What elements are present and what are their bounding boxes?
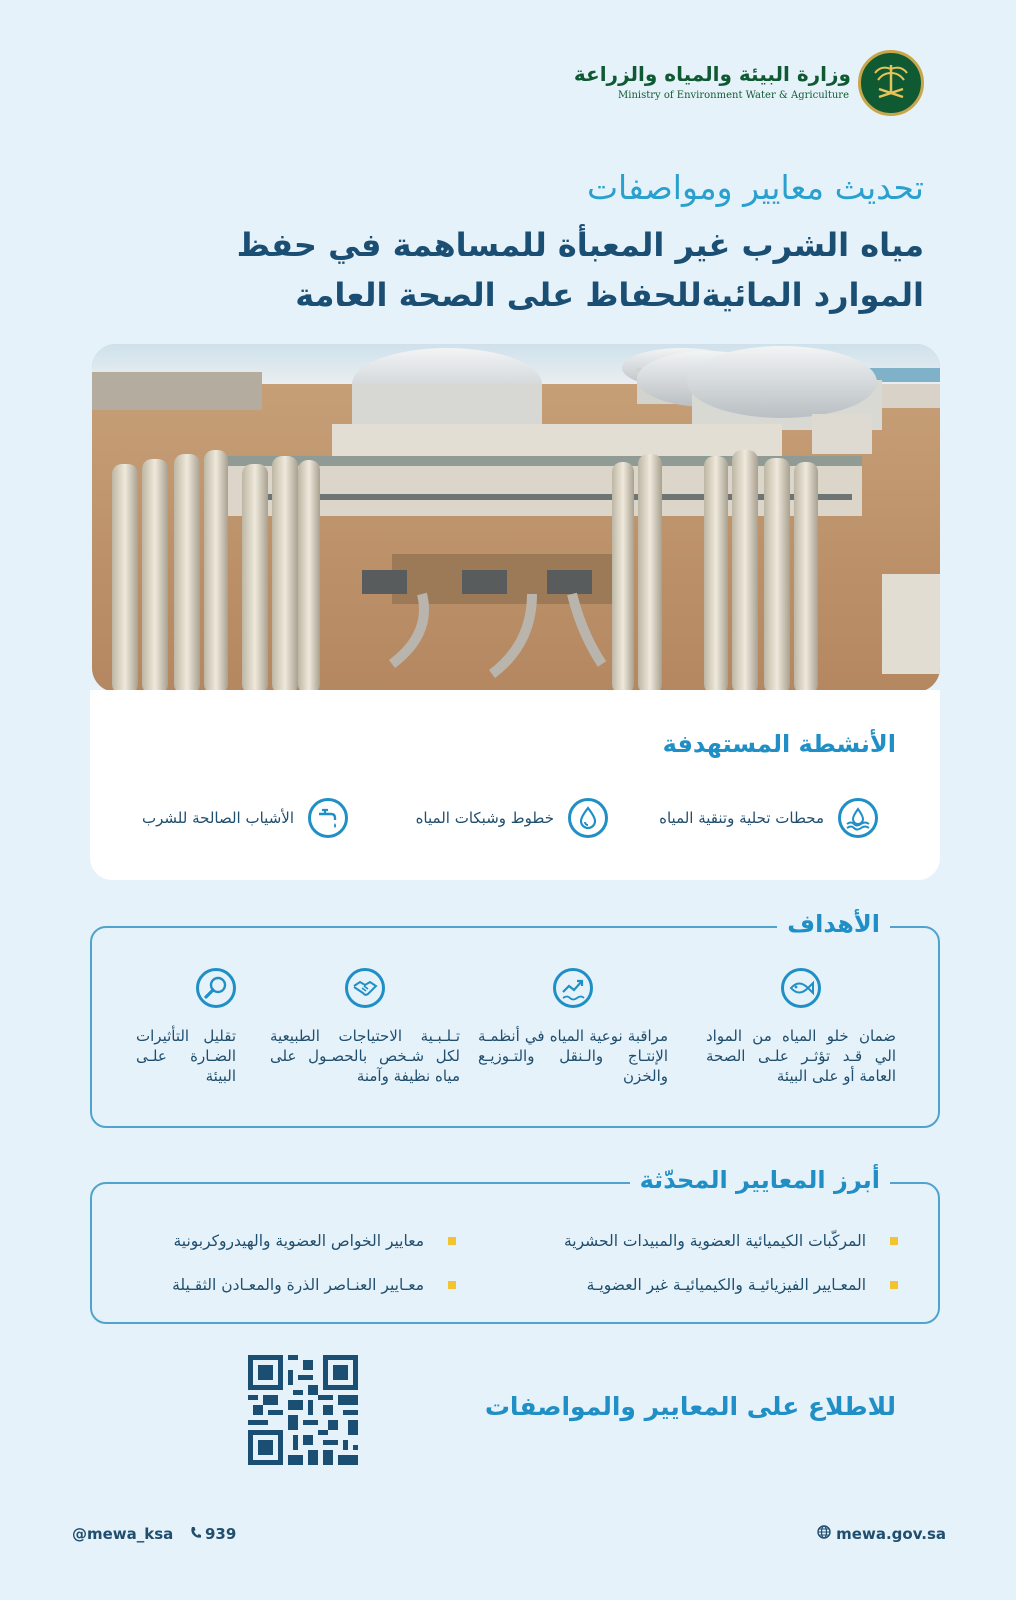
goal-item bbox=[478, 968, 668, 1086]
standard-label: معـايير العنـاصر الذرة والمعـادن الثقـيلة bbox=[172, 1276, 424, 1294]
goal-item bbox=[706, 968, 896, 1086]
goal-text: ضمان خلو المياه من المواد الي قـد تؤثـر علـى الصحة العامة أو على البيئة bbox=[706, 1027, 896, 1085]
qr-code[interactable] bbox=[248, 1355, 358, 1465]
activity-label: خطوط وشبكات المياه bbox=[415, 809, 554, 827]
phone-icon bbox=[190, 1525, 202, 1543]
bullet-square-icon bbox=[448, 1281, 456, 1289]
page-title: مياه الشرب غير المعبأة للمساهمة في حفظ الموارد المائيةللحفاظ على الصحة العامة bbox=[236, 226, 924, 314]
activities-title: الأنشطة المستهدفة bbox=[662, 730, 896, 758]
standard-item bbox=[564, 1232, 898, 1250]
standard-item bbox=[587, 1276, 898, 1294]
standard-label: المعـايير الفيزيائيـة والكيميائيـة غير العضويـة bbox=[586, 1276, 866, 1294]
ministry-emblem-icon bbox=[858, 50, 924, 116]
social-handle-text: @mewa_ksa bbox=[72, 1525, 174, 1543]
water-tap-icon bbox=[308, 798, 348, 838]
activity-water-lines bbox=[416, 796, 608, 840]
desalination-plant-photo bbox=[92, 344, 940, 692]
bullet-square-icon bbox=[890, 1237, 898, 1245]
standard-label: المركّبات الكيميائية العضوية والمبيدات الحشرية bbox=[563, 1232, 866, 1250]
activities-card bbox=[90, 690, 940, 880]
goal-text: تـلـبـية الاحتياجات الطبيعية لكل شـخص بالحصـول على مياه نظيفة وآمنة bbox=[270, 1027, 460, 1085]
goals-title: الأهداف bbox=[777, 910, 890, 938]
goal-item bbox=[136, 968, 236, 1086]
phone-number[interactable] bbox=[190, 1525, 236, 1543]
activity-drinking-taps bbox=[142, 796, 348, 840]
activity-desalination bbox=[659, 796, 878, 840]
handshake-icon bbox=[345, 968, 385, 1008]
activity-label: الأشياب الصالحة للشرب bbox=[142, 809, 294, 827]
standard-item bbox=[172, 1276, 456, 1294]
activity-label: محطات تحلية وتنقية المياه bbox=[659, 809, 824, 827]
standards-title: أبرز المعايير المحدّثة bbox=[630, 1166, 890, 1194]
water-drop-icon bbox=[568, 798, 608, 838]
phone-text: 939 bbox=[205, 1525, 237, 1543]
bullet-square-icon bbox=[448, 1237, 456, 1245]
ministry-name-english: Ministry of Environment Water & Agriculture bbox=[618, 90, 849, 101]
website-link[interactable] bbox=[817, 1525, 946, 1543]
website-text: mewa.gov.sa bbox=[836, 1525, 946, 1543]
goal-text: تقليل التأثيرات الضـارة علـى البيئة bbox=[136, 1027, 236, 1085]
goal-item bbox=[270, 968, 460, 1086]
goal-text: مراقبة نوعية المياه في أنظمـة الإنتـاج والـنقل والتـوزيـع والخزن bbox=[478, 1027, 668, 1085]
fish-icon bbox=[781, 968, 821, 1008]
ministry-name-arabic: وزارة البيئة والمياه والزراعة bbox=[573, 62, 851, 86]
water-waves-icon bbox=[838, 798, 878, 838]
social-handle[interactable] bbox=[72, 1525, 173, 1543]
standard-label: معايير الخواص العضوية والهيدروكربونية bbox=[173, 1232, 424, 1250]
standards-box bbox=[90, 1182, 940, 1324]
globe-icon bbox=[817, 1525, 831, 1543]
chart-trend-icon bbox=[553, 968, 593, 1008]
page-subtitle: تحديث معايير ومواصفات bbox=[586, 168, 924, 207]
qr-caption: للاطلاع على المعايير والمواصفات bbox=[484, 1392, 896, 1421]
magnifier-icon bbox=[196, 968, 236, 1008]
standard-item bbox=[174, 1232, 457, 1250]
bullet-square-icon bbox=[890, 1281, 898, 1289]
